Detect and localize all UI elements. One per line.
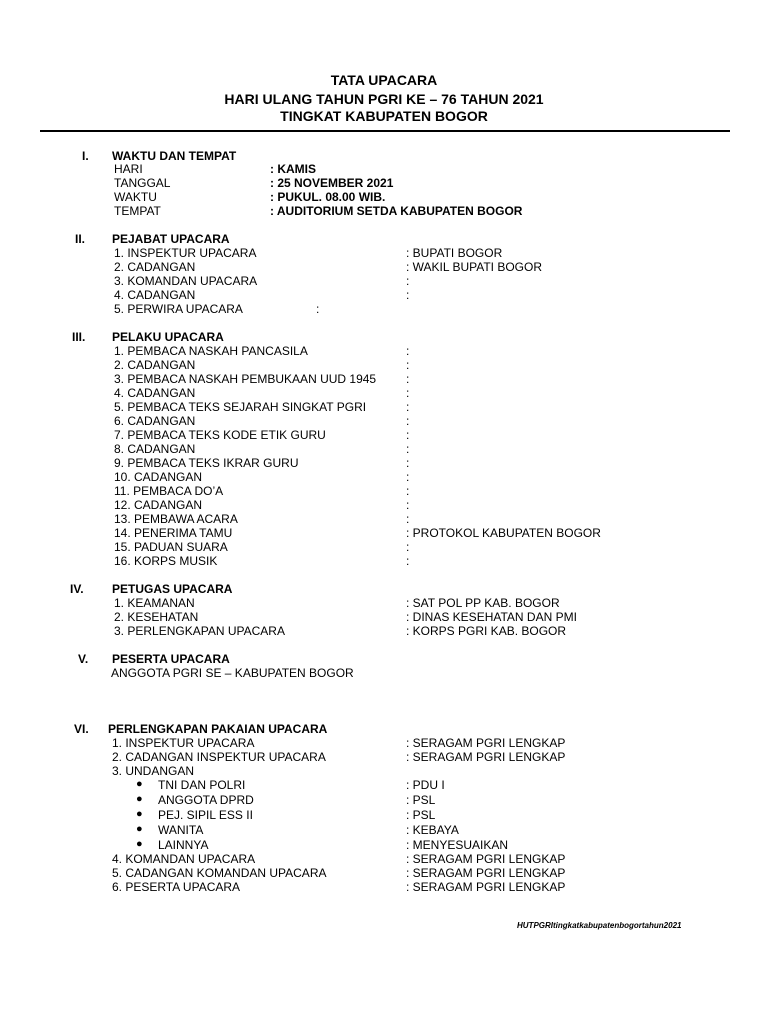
row-value: : [406,274,410,288]
row-value: : [406,428,410,442]
row-value: : SERAGAM PGRI LENGKAP [406,880,566,894]
row-label: 10. CADANGAN [114,470,203,484]
row-label: 5. PERWIRA UPACARA [114,302,243,316]
row-label: HARI [114,162,143,176]
row-value: : BUPATI BOGOR [406,246,503,260]
bullet-value: : MENYESUAIKAN [406,838,509,852]
bullet-icon: ● [136,823,143,835]
row-value: : DINAS KESEHATAN DAN PMI [406,610,577,624]
row-label: 6. CADANGAN [114,414,196,428]
bullet-label: TNI DAN POLRI [158,778,246,792]
section-1-title: WAKTU DAN TEMPAT [112,149,237,163]
row-value: : [406,344,410,358]
row-label: 3. KOMANDAN UPACARA [114,274,258,288]
footer-filename: HUTPGRItingkatkabupatenbogortahun2021 [517,921,682,930]
row-label: 3. PERLENGKAPAN UPACARA [114,624,285,638]
row-value: : KORPS PGRI KAB. BOGOR [406,624,567,638]
row-value: : [406,400,410,414]
row-value: : [406,386,410,400]
bullet-label: WANITA [158,823,204,837]
bullet-value: : KEBAYA [406,823,459,837]
row-label: 12. CADANGAN [114,498,203,512]
row-value: : PUKUL. 08.00 WIB. [270,190,386,204]
row-value: : PROTOKOL KABUPATEN BOGOR [406,526,601,540]
row-label: 13. PEMBAWA ACARA [114,512,238,526]
row-label: 4. CADANGAN [114,288,196,302]
section-5-number: V. [78,652,89,666]
row-label: 5. CADANGAN KOMANDAN UPACARA [112,866,327,880]
row-value: : [406,288,410,302]
row-label: 9. PEMBACA TEKS IKRAR GURU [114,456,299,470]
row-value: : SERAGAM PGRI LENGKAP [406,852,566,866]
row-value: : SAT POL PP KAB. BOGOR [406,596,560,610]
section-5-text: ANGGOTA PGRI SE – KABUPATEN BOGOR [111,666,354,680]
bullet-label: PEJ. SIPIL ESS II [158,808,253,822]
row-label: TEMPAT [114,204,161,218]
section-4-title: PETUGAS UPACARA [112,582,233,596]
row-value: : [406,484,410,498]
section-1-number: I. [82,149,89,163]
bullet-value: : PDU I [406,778,445,792]
bullet-icon: ● [136,778,143,790]
row-value: : WAKIL BUPATI BOGOR [406,260,543,274]
row-label: 1. KEAMANAN [114,596,195,610]
row-value: : SERAGAM PGRI LENGKAP [406,736,566,750]
row-label: 6. PESERTA UPACARA [112,880,241,894]
row-label: 4. KOMANDAN UPACARA [112,852,256,866]
row-label: 3. UNDANGAN [112,764,195,778]
bullet-icon: ● [136,808,143,820]
section-4-number: IV. [70,582,84,596]
row-value: : [406,456,410,470]
row-label: 2. CADANGAN INSPEKTUR UPACARA [112,750,326,764]
section-6-number: VI. [74,722,89,736]
row-value: : AUDITORIUM SETDA KABUPATEN BOGOR [270,204,523,218]
row-label: 14. PENERIMA TAMU [114,526,233,540]
row-value: : [406,358,410,372]
row-label: 7. PEMBACA TEKS KODE ETIK GURU [114,428,326,442]
bullet-label: ANGGOTA DPRD [158,793,254,807]
bullet-value: : PSL [406,808,436,822]
row-label: 15. PADUAN SUARA [114,540,228,554]
row-label: 2. CADANGAN [114,358,196,372]
row-label: 16. KORPS MUSIK [114,554,218,568]
doc-subtitle: HARI ULANG TAHUN PGRI KE – 76 TAHUN 2021 [224,91,544,107]
row-value: : [406,442,410,456]
row-value: : [406,540,410,554]
row-value: : 25 NOVEMBER 2021 [270,176,394,190]
row-label: 3. PEMBACA NASKAH PEMBUKAAN UUD 1945 [114,372,377,386]
row-label: 1. INSPEKTUR UPACARA [114,246,257,260]
row-value: : [406,554,410,568]
row-value: : SERAGAM PGRI LENGKAP [406,750,566,764]
bullet-value: : PSL [406,793,436,807]
bullet-icon: ● [136,838,143,850]
doc-subtitle-2: TINGKAT KABUPATEN BOGOR [280,108,488,124]
row-value: : [406,414,410,428]
row-label: 11. PEMBACA DO’A [114,484,224,498]
bullet-icon: ● [136,793,143,805]
row-label: 1. INSPEKTUR UPACARA [112,736,255,750]
row-value: : SERAGAM PGRI LENGKAP [406,866,566,880]
section-3-number: III. [72,330,86,344]
section-6-title: PERLENGKAPAN PAKAIAN UPACARA [108,722,328,736]
row-label: 4. CADANGAN [114,386,196,400]
row-value: : [406,498,410,512]
section-2-number: II. [75,232,86,246]
row-value: : [406,470,410,484]
row-label: 5. PEMBACA TEKS SEJARAH SINGKAT PGRI [114,400,367,414]
row-label: TANGGAL [114,176,171,190]
section-3-title: PELAKU UPACARA [112,330,224,344]
row-label: WAKTU [114,190,157,204]
doc-title: TATA UPACARA [330,72,438,88]
header-divider [40,130,730,132]
row-value: : KAMIS [270,162,316,176]
row-value: : [406,372,410,386]
section-5-title: PESERTA UPACARA [112,652,230,666]
row-label: 8. CADANGAN [114,442,196,456]
bullet-label: LAINNYA [158,838,209,852]
row-label: 2. CADANGAN [114,260,196,274]
row-label: 1. PEMBACA NASKAH PANCASILA [114,344,308,358]
row-value: : [406,512,410,526]
row-value: : [316,302,320,316]
section-2-title: PEJABAT UPACARA [112,232,230,246]
row-label: 2. KESEHATAN [114,610,199,624]
